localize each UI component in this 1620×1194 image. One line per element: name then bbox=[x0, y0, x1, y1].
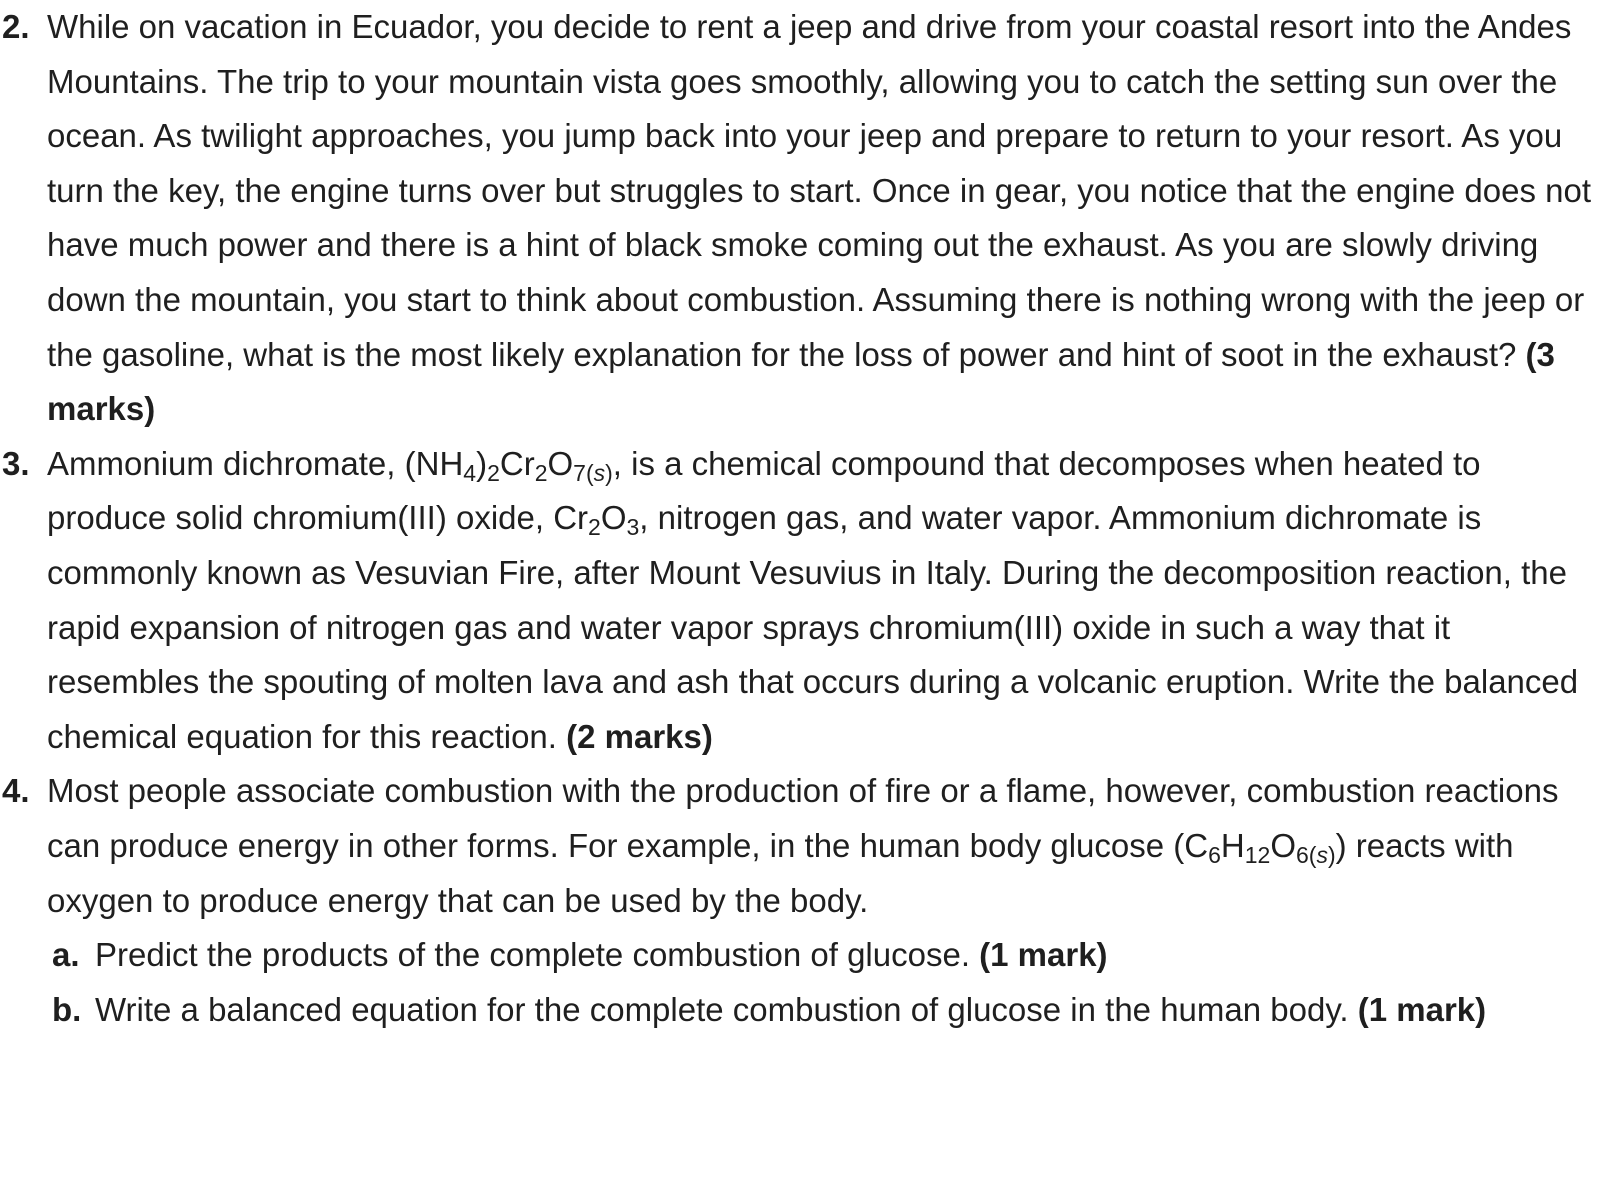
sub-question-text: Write a balanced equation for the complete combustion of glucose in the human body. bbox=[95, 990, 1349, 1028]
formula-subscript: 4 bbox=[463, 459, 477, 486]
formula-state-subscript bbox=[573, 460, 613, 486]
formula-subscript: ) bbox=[1327, 841, 1336, 868]
question-number: 4. bbox=[2, 772, 30, 810]
formula-part: ) bbox=[476, 444, 488, 482]
question-number: 2. bbox=[2, 8, 30, 45]
formula-subscript: 2 bbox=[534, 459, 548, 486]
formula-subscript: 6 bbox=[1208, 841, 1221, 868]
formula-part: O bbox=[1270, 826, 1297, 864]
formula-subscript: 2 bbox=[588, 514, 601, 541]
question-text: ) reacts with oxygen to produce energy that can be used by the body. bbox=[47, 826, 1514, 919]
question-3 bbox=[0, 437, 1600, 765]
marks-label: (1 mark) bbox=[979, 936, 1108, 974]
sub-question-b bbox=[47, 983, 1600, 1038]
sub-question-letter: a. bbox=[52, 936, 80, 974]
marks-label: (3 marks) bbox=[47, 335, 1555, 428]
marks-label: (1 mark) bbox=[1357, 990, 1487, 1028]
formula-subscript: ) bbox=[605, 459, 613, 486]
formula-subscript: 12 bbox=[1244, 841, 1271, 868]
formula-part: O bbox=[600, 499, 627, 537]
question-text: Most people associate combustion with the production of fire or a flame, however, combustion reactions can produce energy in other forms. For example, in the human body glucose (C bbox=[47, 772, 1559, 864]
question-4 bbox=[0, 764, 1600, 1037]
sub-question-letter: b. bbox=[52, 990, 82, 1028]
sub-question-list bbox=[47, 928, 1600, 1037]
state-symbol: s bbox=[593, 459, 606, 486]
formula-subscript: 6( bbox=[1296, 841, 1317, 868]
formula-part: H bbox=[1220, 826, 1245, 864]
formula-subscript: 7( bbox=[573, 459, 594, 486]
question-text: While on vacation in Ecuador, you decide to rent a jeep and drive from your coastal resort into the Andes Mountains. The trip to your mountain vista goes smoothly, allowing you to catch the setting sun over the ocean. As twilight approaches, you jump back into your jeep and prepare to return to your resort. As you turn the key, the engine turns over but struggles to start. Once in gear, you notice that the engine does not have much power and there is a hint of black smoke coming out the exhaust. As you are slowly driving down the mountain, you start to think about combustion. Assuming there is nothing wrong with the jeep or the gasoline, what is the most likely explanation for the loss of power and hint of soot in the exhaust? bbox=[47, 8, 1592, 373]
question-2 bbox=[0, 0, 1600, 437]
marks-label: (2 marks) bbox=[566, 717, 713, 755]
formula-state-subscript bbox=[1296, 842, 1336, 868]
question-text: , is a chemical compound that decomposes when heated to produce solid chromium(III) oxide, Cr bbox=[47, 444, 1481, 537]
question-text: , nitrogen gas, and water vapor. Ammonium dichromate is commonly known as Vesuvian Fire, after Mount Vesuvius in Italy. During the decomposition reaction, the rapid expansion of nitrogen gas and water vapor sprays chromium(III) oxide in such a way that it resembles the spouting of molten lava and ash that occurs during a volcanic eruption. Write the balanced chemical equation for this reaction. bbox=[47, 499, 1579, 755]
question-text-intro: Ammonium dichromate, (NH bbox=[47, 444, 464, 482]
sub-question-a bbox=[47, 928, 1600, 983]
formula-part: Cr bbox=[499, 444, 535, 482]
state-symbol: s bbox=[1316, 841, 1328, 868]
formula-subscript: 3 bbox=[626, 514, 640, 541]
sub-question-text: Predict the products of the complete combustion of glucose. bbox=[95, 936, 970, 974]
formula-subscript: 2 bbox=[487, 459, 500, 486]
formula-part: O bbox=[547, 444, 574, 482]
question-number: 3. bbox=[2, 444, 30, 482]
